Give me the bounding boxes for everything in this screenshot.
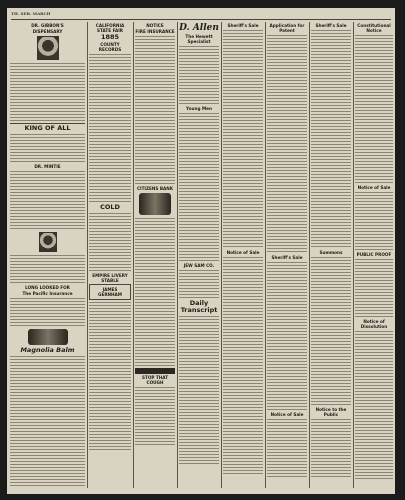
article-text	[10, 254, 85, 284]
column-6	[267, 22, 307, 488]
illustration-cut	[139, 193, 171, 215]
column-heading: The Hewett Specialist	[185, 34, 213, 44]
article-text	[89, 212, 131, 272]
column-rule	[87, 22, 88, 488]
column-3	[135, 22, 175, 488]
column-heading: Application for Patent	[269, 23, 305, 33]
ad-banner	[135, 368, 175, 374]
newspaper-page	[7, 8, 395, 494]
article-text	[311, 29, 351, 249]
article-text	[267, 418, 307, 478]
column-rule	[309, 22, 310, 488]
column-heading: D. Allen	[179, 23, 219, 33]
column-rule	[265, 22, 266, 488]
column-heading: Young Men	[186, 106, 212, 111]
article-text	[10, 170, 85, 230]
article-text	[223, 29, 263, 249]
column-heading: Notice to the Public	[315, 407, 347, 417]
column-heading: Summons	[319, 250, 343, 255]
article-text	[135, 35, 175, 185]
ad-heading: JAMES GERNHAM	[98, 287, 122, 297]
column-heading: CALIFORNIA STATE FAIR	[95, 23, 125, 33]
article-text	[135, 217, 175, 367]
ad-heading: LONG LOOKED FOR	[25, 285, 70, 290]
ad-heading: DISPENSARY	[32, 29, 63, 34]
column-rule	[353, 22, 354, 488]
article-text	[223, 256, 263, 476]
article-text	[311, 256, 351, 406]
article-text	[355, 258, 393, 318]
column-heading: EMPIRE LIVERY STABLE	[92, 273, 128, 283]
article-text	[355, 330, 393, 480]
article-text	[179, 315, 219, 465]
article-text	[311, 418, 351, 478]
column-heading: Sheriff's Sale	[227, 23, 259, 28]
column-heading: Sheriff's Sale	[315, 23, 347, 28]
article-text	[267, 34, 307, 254]
article-text	[179, 269, 219, 299]
column-heading: Notice of Sale	[226, 250, 260, 255]
column-heading: JEW SAM CO.	[183, 263, 215, 268]
date-line: TH. SEB. MARCH	[11, 11, 51, 16]
column-4	[179, 22, 219, 488]
column-7	[311, 22, 351, 488]
illustration-cut	[28, 329, 68, 345]
column-heading: Notice of Sale	[357, 185, 391, 190]
column-rule	[177, 22, 178, 488]
column-heading: STOP THAT COUGH	[141, 375, 169, 385]
column-1	[10, 22, 85, 488]
column-rule	[133, 22, 134, 488]
column-heading: CITIZENS BANK	[136, 186, 174, 191]
ad-box	[89, 284, 131, 300]
column-rule	[221, 22, 222, 488]
column-heading: Sheriff's Sale	[271, 255, 303, 260]
article-text	[355, 191, 393, 251]
column-heading: Daily Transcript	[180, 299, 218, 314]
column-8	[355, 22, 393, 488]
column-heading: FIRE INSURANCE	[135, 29, 175, 34]
article-text	[10, 133, 85, 163]
column-heading: NOTICE	[146, 23, 164, 28]
ad-heading: Magnolia Balm	[20, 346, 75, 354]
column-heading: 1885	[100, 33, 120, 41]
column-heading: Notice of Sale	[270, 412, 304, 417]
column-heading: PUBLIC PROOF	[356, 252, 392, 257]
ad-heading: DR. GIBBON'S	[31, 23, 64, 28]
column-2	[89, 22, 131, 488]
ad-heading: The Pacific Insurance	[22, 291, 73, 296]
article-text	[10, 62, 85, 122]
article-text	[10, 355, 85, 488]
article-text	[267, 261, 307, 411]
masthead-bar	[11, 11, 391, 20]
article-text	[355, 34, 393, 184]
column-heading: COUNTY RECORDS	[98, 42, 122, 52]
column-heading: Constitutional Notice	[357, 23, 391, 33]
article-text	[179, 112, 219, 262]
article-text	[89, 53, 131, 203]
ad-heading: KING OF ALL	[24, 124, 71, 132]
column-heading: Notice of Dissolution	[360, 319, 388, 329]
column-heading: COLD	[100, 203, 120, 211]
article-text	[10, 297, 85, 327]
portrait-engraving	[37, 36, 59, 60]
column-5	[223, 22, 263, 488]
article-text	[89, 301, 131, 451]
ad-heading: DR. MINTIE	[34, 164, 61, 169]
portrait-engraving	[39, 232, 57, 252]
article-text	[135, 386, 175, 446]
article-text	[179, 45, 219, 105]
